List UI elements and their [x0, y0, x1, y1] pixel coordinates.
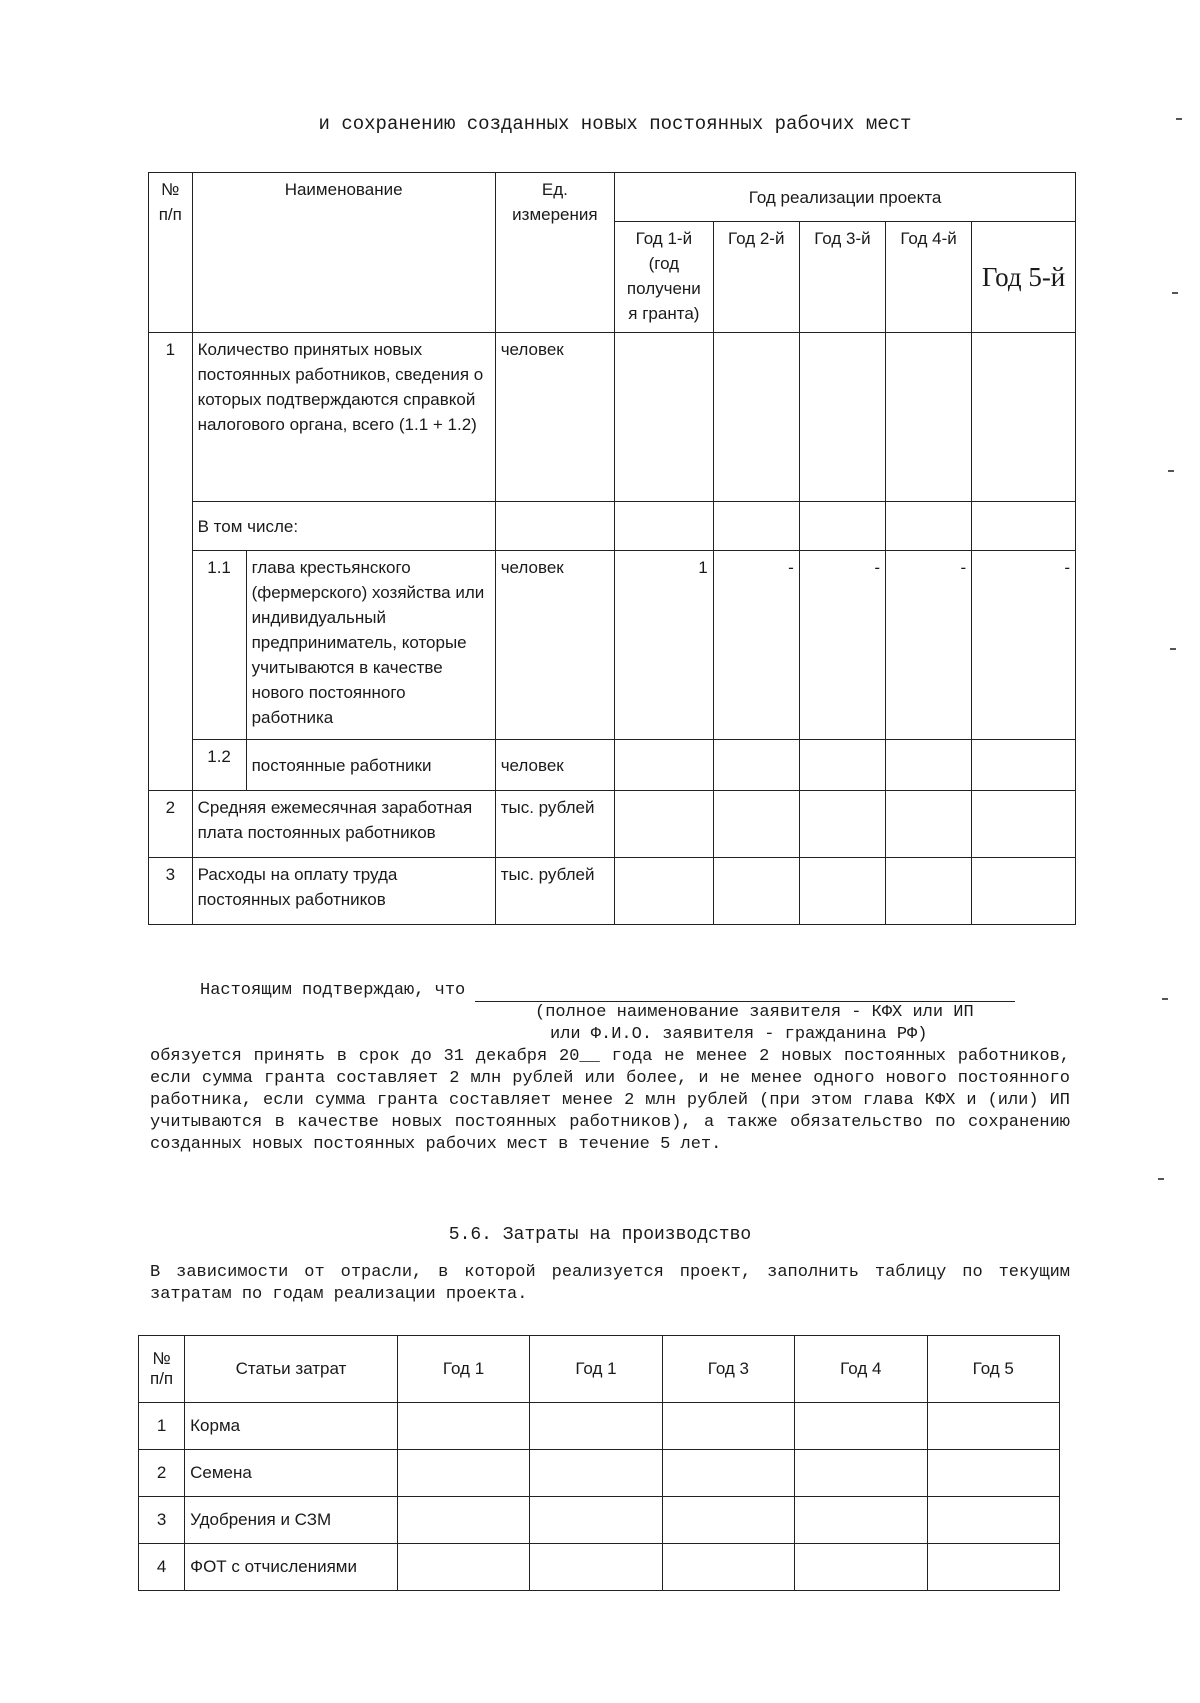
table-row	[149, 502, 1076, 551]
row-cell	[397, 1403, 529, 1450]
row-cell	[713, 740, 799, 791]
row-name: постоянные работники	[246, 740, 495, 791]
row-cell	[615, 502, 714, 551]
page-title: и сохранению созданных новых постоянных рабочих мест	[318, 113, 912, 135]
scan-speck	[1168, 470, 1174, 472]
row-cell	[495, 502, 614, 551]
row-cell	[799, 333, 885, 502]
row-cell	[615, 858, 714, 925]
row-cell	[799, 858, 885, 925]
row-cell	[662, 1403, 794, 1450]
row-cell	[530, 1450, 662, 1497]
row-cell	[795, 1497, 927, 1544]
header-year2: Год 2-й	[713, 222, 799, 333]
header-year3: Год 3-й	[799, 222, 885, 333]
costs-header-year: Год 1	[397, 1336, 529, 1403]
row-unit: человек	[495, 333, 614, 502]
row-cell	[972, 740, 1076, 791]
row-num: 1.1	[192, 551, 246, 740]
header-years-group: Год реализации проекта	[615, 173, 1076, 222]
table-row	[149, 551, 1076, 740]
row-name: глава крестьянского (фермерского) хозяйства или индивидуальный предприниматель, которые учитываются в качестве нового постоянного работника	[246, 551, 495, 740]
row-unit: человек	[495, 740, 614, 791]
confirmation-hint-line1: (полное наименование заявителя - КФХ или ИП	[535, 1003, 974, 1022]
row-cell	[397, 1497, 529, 1544]
row-cell	[799, 740, 885, 791]
row-name: Удобрения и СЗМ	[185, 1497, 398, 1544]
row-cell	[795, 1403, 927, 1450]
table-row	[149, 740, 1076, 791]
row-name: Расходы на оплату труда постоянных работников	[192, 858, 495, 925]
row-value: 1	[615, 551, 714, 740]
table-row	[149, 791, 1076, 858]
row-name: Семена	[185, 1450, 398, 1497]
row-unit: тыс. рублей	[495, 791, 614, 858]
costs-table	[138, 1335, 1060, 1591]
row-cell	[615, 740, 714, 791]
row-cell	[795, 1450, 927, 1497]
costs-header-year: Год 4	[795, 1336, 927, 1403]
section-intro: В зависимости от отрасли, в которой реализуется проект, заполнить таблицу по текущим затратам по годам реализации проекта.	[150, 1263, 1070, 1304]
row-cell	[795, 1544, 927, 1591]
header-year1: Год 1-й (год получени я гранта)	[615, 222, 714, 333]
confirmation-hint-line2: или Ф.И.О. заявителя - гражданина РФ)	[550, 1025, 928, 1044]
header-year5: Год 5-й	[972, 222, 1076, 333]
row-cell	[615, 791, 714, 858]
header-year4: Год 4-й	[885, 222, 971, 333]
scan-speck	[1162, 998, 1168, 1000]
table-row	[149, 858, 1076, 925]
row-cell	[662, 1544, 794, 1591]
scan-speck	[1170, 648, 1176, 650]
row-cell	[530, 1497, 662, 1544]
confirmation-body: обязуется принять в срок до 31 декабря 20__ года не менее 2 новых постоянных работников, если сумма гранта составляет 2 млн рублей или более, и не менее одного нового постоянного работника, если сумма гранта составляет менее 2 млн рублей (при этом глава КФХ и (или) ИП учитываются в качестве новых постоянных работников), а также обязательство по сохранению созданных новых постоянных рабочих мест в течение 5 лет.	[150, 1047, 1070, 1154]
confirmation-lead: Настоящим подтверждаю, что	[200, 981, 466, 1000]
row-cell	[927, 1403, 1059, 1450]
row-num: 3	[139, 1497, 185, 1544]
row-num: 1.2	[192, 740, 246, 791]
applicant-name-blank[interactable]	[475, 983, 1015, 1002]
row-cell	[972, 791, 1076, 858]
row-unit: тыс. рублей	[495, 858, 614, 925]
header-name: Наименование	[192, 173, 495, 333]
row-cell	[972, 333, 1076, 502]
header-unit: Ед. измерения	[495, 173, 614, 333]
row-value: -	[885, 551, 971, 740]
row-unit: человек	[495, 551, 614, 740]
row-name: ФОТ с отчислениями	[185, 1544, 398, 1591]
costs-header-year: Год 3	[662, 1336, 794, 1403]
scan-speck	[1158, 1178, 1164, 1180]
costs-header-year: Год 1	[530, 1336, 662, 1403]
row-cell	[885, 333, 971, 502]
row-cell	[972, 858, 1076, 925]
costs-header-num: № п/п	[139, 1336, 185, 1403]
row-num: 2	[139, 1450, 185, 1497]
row-num: 3	[149, 858, 193, 925]
header-num: № п/п	[149, 173, 193, 333]
row-cell	[972, 502, 1076, 551]
row-cell	[662, 1497, 794, 1544]
row-num: 1	[139, 1403, 185, 1450]
confirmation-lead-line	[150, 980, 1070, 1002]
costs-header-year: Год 5	[927, 1336, 1059, 1403]
row-name: В том числе:	[192, 502, 495, 551]
row-value: -	[799, 551, 885, 740]
row-name: Количество принятых новых постоянных работников, сведения о которых подтверждаются справкой налогового органа, всего (1.1 + 1.2)	[192, 333, 495, 502]
row-cell	[713, 502, 799, 551]
row-cell	[397, 1544, 529, 1591]
row-cell	[713, 858, 799, 925]
row-cell	[713, 791, 799, 858]
section-heading: 5.6. Затраты на производство	[448, 1225, 752, 1245]
row-cell	[615, 333, 714, 502]
row-cell	[885, 502, 971, 551]
row-name: Корма	[185, 1403, 398, 1450]
scan-speck	[1172, 292, 1178, 294]
row-cell	[885, 858, 971, 925]
row-num: 1	[149, 333, 193, 791]
row-num: 2	[149, 791, 193, 858]
table-row	[139, 1403, 1060, 1450]
table-row	[139, 1497, 1060, 1544]
table-row	[139, 1450, 1060, 1497]
row-cell	[713, 333, 799, 502]
table-row	[149, 333, 1076, 502]
row-cell	[927, 1544, 1059, 1591]
costs-header-name: Статьи затрат	[185, 1336, 398, 1403]
jobs-table	[148, 172, 1076, 925]
row-value: -	[713, 551, 799, 740]
row-num: 4	[139, 1544, 185, 1591]
row-cell	[530, 1403, 662, 1450]
table-row	[139, 1544, 1060, 1591]
row-cell	[799, 791, 885, 858]
row-cell	[662, 1450, 794, 1497]
confirmation-block	[150, 980, 1070, 1156]
row-cell	[799, 502, 885, 551]
row-cell	[885, 740, 971, 791]
row-value: -	[972, 551, 1076, 740]
row-cell	[530, 1544, 662, 1591]
row-cell	[885, 791, 971, 858]
scan-speck	[1176, 118, 1182, 120]
row-cell	[397, 1450, 529, 1497]
row-cell	[927, 1497, 1059, 1544]
row-name: Средняя ежемесячная заработная плата постоянных работников	[192, 791, 495, 858]
row-cell	[927, 1450, 1059, 1497]
